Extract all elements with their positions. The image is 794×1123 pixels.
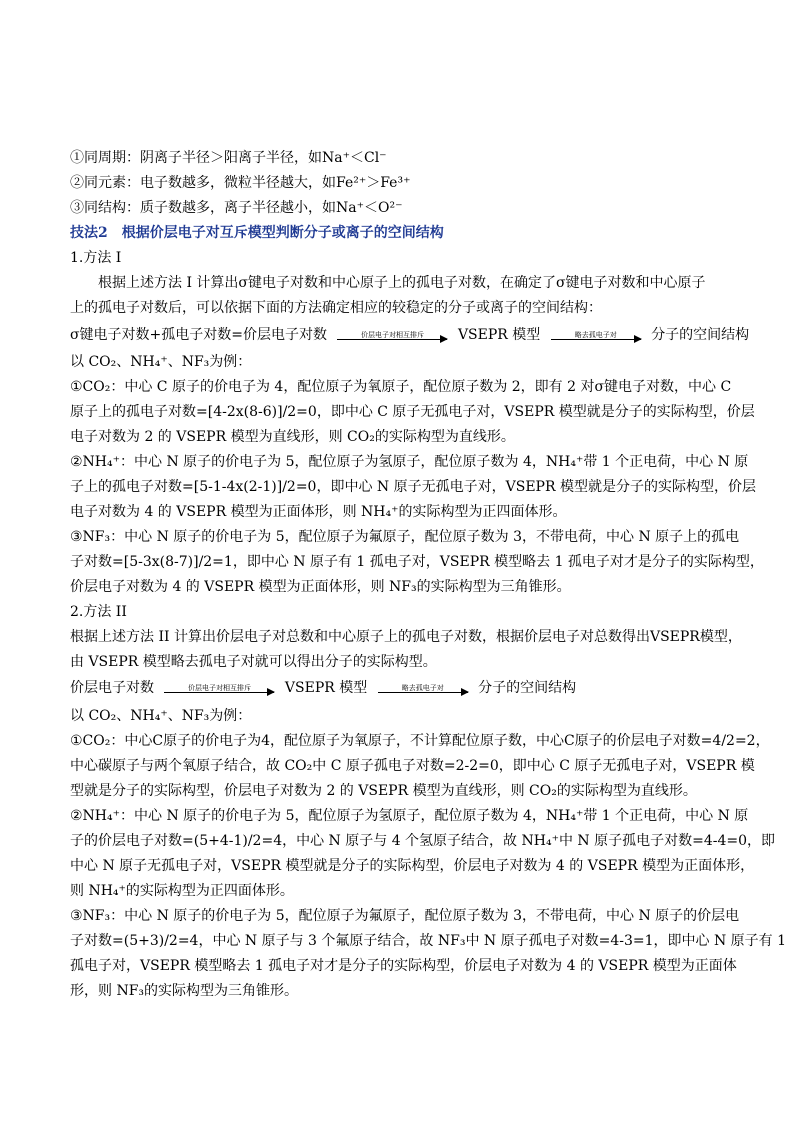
method1-flow [70,325,749,345]
method2-nh4-line3: 中心 N 原子无孤电子对，VSEPR 模型就是分子的实际构型，价层电子对数为 4 的 VSEPR 模型为正面体形， [70,858,755,874]
flow-start: σ键电子对数+孤电子对数=价层电子对数 [70,327,328,343]
method2-example-intro: 以 CO₂、NH₄⁺、NF₃为例： [70,708,252,724]
method2-paragraph-line1: 根据上述方法 II 计算出价层电子对总数和中心原子上的孤电子对数，根据价层电子对总数得出VSEPR模型， [70,629,742,645]
method2-nh4-line4: 则 NH₄⁺的实际构型为正四面体形。 [70,883,294,899]
method1-nf3-line1: ③NF₃：中心 N 原子的价电子为 5，配位原子为氟原子，配位原子数为 3，不带电荷，中心 N 原子上的孤电 [70,529,740,545]
radius-rule-structure: ③同结构：质子数越多，离子半径越小，如Na⁺＜O²⁻ [70,200,403,216]
radius-rule-period: ①同周期：阴离子半径＞阳离子半径，如Na⁺＜Cl⁻ [70,150,387,166]
flow-arrow [164,684,274,693]
method1-nh4-line1: ②NH₄⁺：中心 N 原子的价电子为 5，配位原子为氢原子，配位原子数为 4，NH₄⁺带 1 个正电荷，中心 N 原 [70,454,749,470]
method2-co2-line1: ①CO₂：中心C原子的价电子为4，配位原子为氧原子，不计算配位原子数，中心C原子的价层电子对数=4/2=2， [70,733,770,749]
flow-arrow [378,684,468,693]
method1-nf3-line2: 子对数=[5-3x(8-7)]/2=1，即中心 N 原子有 1 孤电子对，VSEPR 模型略去 1 孤电子对才是分子的实际构型， [70,554,764,570]
method2-nh4-line2: 子的价层电子对数=(5+4-1)/2=4，中心 N 原子与 4 个氢原子结合，故 NH₄⁺中 N 原子孤电子对数=4-4=0，即 [70,833,776,849]
arrow-label: 价层电子对相互排斥 [360,330,424,339]
method2-paragraph-line2: 由 VSEPR 模型略去孤电子对就可以得出分子的实际构型。 [70,654,437,670]
method2-co2-line3: 型就是分子的实际构型，价层电子对数为 2 的 VSEPR 模型为直线形，则 CO₂的实际构型为直线形。 [70,783,697,799]
method1-nh4-line3: 电子对数为 4 的 VSEPR 模型为正面体形，则 NH₄⁺的实际构型为正四面体形。 [70,504,567,520]
flow-end: 分子的空间结构 [478,680,577,696]
method1-paragraph-line1: 根据上述方法 I 计算出σ键电子对数和中心原子上的孤电子对数，在确定了σ键电子对数和中心原子 [98,275,706,291]
technique-heading: 技法2 根据价层电子对互斥模型判断分子或离子的空间结构 [70,225,444,241]
flow-start: 价层电子对数 [70,680,154,696]
method2-title: 2.方法 II [70,604,127,620]
method2-nf3-line3: 孤电子对，VSEPR 模型略去 1 孤电子对才是分子的实际构型，价层电子对数为 4 的 VSEPR 模型为正面体 [70,958,737,974]
method2-nf3-line4: 形，则 NF₃的实际构型为三角锥形。 [70,983,299,999]
flow-arrow [337,331,447,340]
method1-co2-line2: 原子上的孤电子对数=[4-2x(8-6)]/2=0，即中心 C 原子无孤电子对，VSEPR 模型就是分子的实际构型，价层 [70,404,755,420]
method1-example-intro: 以 CO₂、NH₄⁺、NF₃为例： [70,354,252,370]
method1-nh4-line2: 子上的孤电子对数=[5-1-4x(2-1)]/2=0，即中心 N 原子无孤电子对，VSEPR 模型就是分子的实际构型，价层 [70,479,756,495]
method1-nf3-line3: 价层电子对数为 4 的 VSEPR 模型为正面体形，则 NF₃的实际构型为三角锥形。 [70,579,571,595]
arrow-label: 略去孤电子对 [401,683,444,692]
method2-flow [70,678,576,698]
method1-co2-line3: 电子对数为 2 的 VSEPR 模型为直线形，则 CO₂的实际构型为直线形。 [70,429,515,445]
method1-co2-line1: ①CO₂：中心 C 原子的价电子为 4，配位原子为氧原子，配位原子数为 2，即有 2 对σ键电子对数，中心 C [70,379,732,395]
method1-paragraph-line2: 上的孤电子对数后，可以依据下面的方法确定相应的较稳定的分子或离子的空间结构： [70,300,602,316]
flow-mid: VSEPR 模型 [284,680,368,696]
method1-title: 1.方法 I [70,250,122,266]
flow-end: 分子的空间结构 [651,327,750,343]
flow-arrow [551,331,641,340]
method2-nh4-line1: ②NH₄⁺：中心 N 原子的价电子为 5，配位原子为氢原子，配位原子数为 4，NH₄⁺带 1 个正电荷，中心 N 原 [70,808,749,824]
flow-mid: VSEPR 模型 [457,327,541,343]
method2-co2-line2: 中心碳原子与两个氧原子结合，故 CO₂中 C 原子孤电子对数=2-2=0，即中心 C 原子无孤电子对，VSEPR 模 [70,758,755,774]
arrow-label: 略去孤电子对 [574,330,617,339]
method2-nf3-line1: ③NF₃：中心 N 原子的价电子为 5，配位原子为氟原子，配位原子数为 3，不带电荷，中心 N 原子的价层电 [70,908,740,924]
method2-nf3-line2: 子对数=(5+3)/2=4，中心 N 原子与 3 个氟原子结合，故 NF₃中 N 原子孤电子对数=4-3=1，即中心 N 原子有 1 [70,933,787,949]
arrow-label: 价层电子对相互排斥 [187,683,251,692]
radius-rule-element: ②同元素：电子数越多，微粒半径越大，如Fe²⁺＞Fe³⁺ [70,175,411,191]
